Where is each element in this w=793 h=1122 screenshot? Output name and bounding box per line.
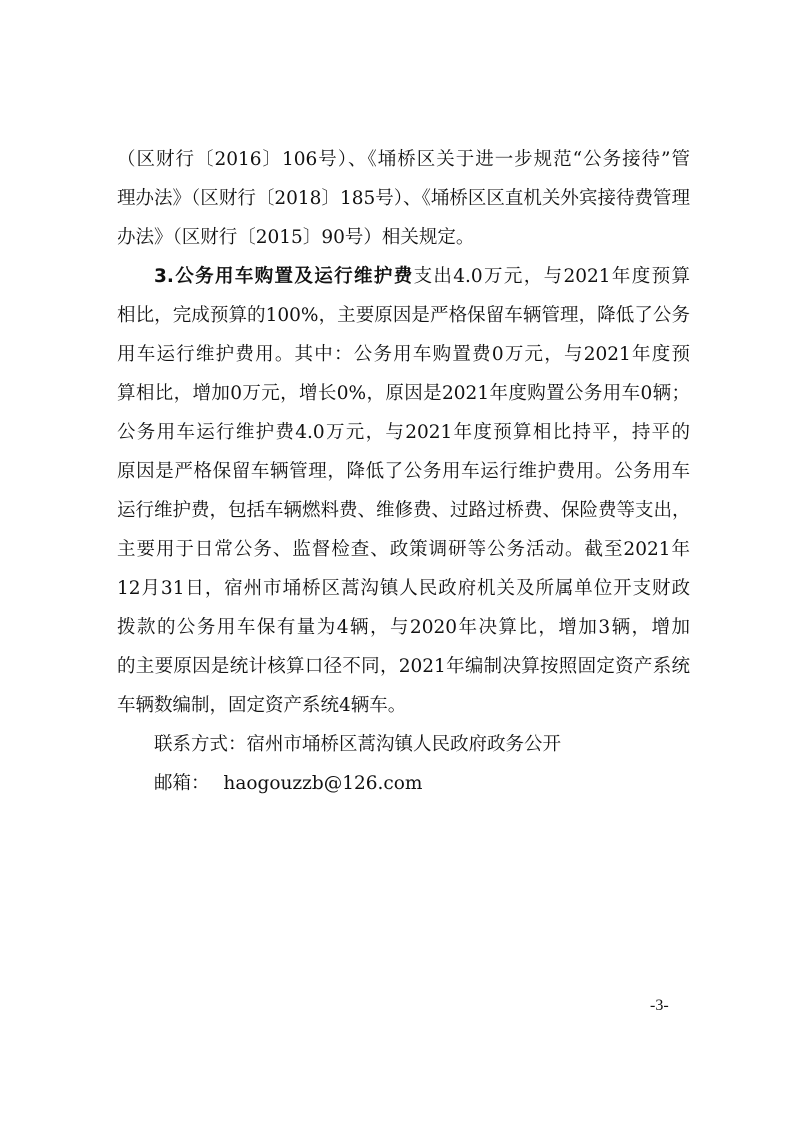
paragraph2-line-10: 拨款的公务用车保有量为4辆，与2020年决算比，增加3辆，增加 (117, 617, 690, 638)
paragraph2-line-8: 主要用于日常公务、监督检查、政策调研等公务活动。截至2021年 (117, 539, 690, 560)
page-number: -3- (650, 997, 669, 1014)
contact-line: 联系方式：宿州市埇桥区蒿沟镇人民政府政务公开 (154, 734, 562, 755)
paragraph2-line-5: 公务用车运行维护费4.0万元，与2021年度预算相比持平，持平的 (117, 422, 690, 443)
paragraph2-first-line-text: 支出4.0万元，与2021年度预算 (413, 266, 690, 287)
paragraph2-line-9: 12月31日，宿州市埇桥区蒿沟镇人民政府机关及所属单位开支财政 (117, 578, 690, 599)
email-label: 邮箱： (154, 773, 210, 794)
email-line (154, 772, 690, 796)
email-address: haogouzzb@126.com (223, 773, 423, 794)
paragraph2-line-6: 原因是严格保留车辆管理，降低了公务用车运行维护费用。公务用车 (117, 461, 690, 482)
paragraph2-line-3: 用车运行维护费用。其中：公务用车购置费0万元，与2021年度预 (117, 344, 690, 365)
paragraph1-line-2: 理办法》（区财行〔2018〕185号）、《埇桥区区直机关外宾接待费管理 (117, 188, 690, 209)
paragraph2-line-4: 算相比，增加0万元，增长0%，原因是2021年度购置公务用车0辆； (117, 383, 690, 404)
paragraph2-line-11: 的主要原因是统计核算口径不同，2021年编制决算按照固定资产系统 (117, 656, 690, 677)
paragraph1-line-1: （区财行〔2016〕106号）、《埇桥区关于进一步规范“公务接待”管 (117, 149, 690, 170)
paragraph1-line-3: 办法》（区财行〔2015〕90号）相关规定。 (117, 227, 475, 248)
paragraph2-line-7: 运行维护费，包括车辆燃料费、维修费、过路过桥费、保险费等支出， (117, 500, 691, 521)
section-heading: 3.公务用车购置及运行维护费 (154, 266, 414, 287)
paragraph2-line-12: 车辆数编制，固定资产系统4辆车。 (117, 695, 407, 716)
paragraph2-line-2: 相比，完成预算的100%，主要原因是严格保留车辆管理，降低了公务 (117, 305, 690, 326)
paragraph2-first-line (154, 265, 690, 289)
